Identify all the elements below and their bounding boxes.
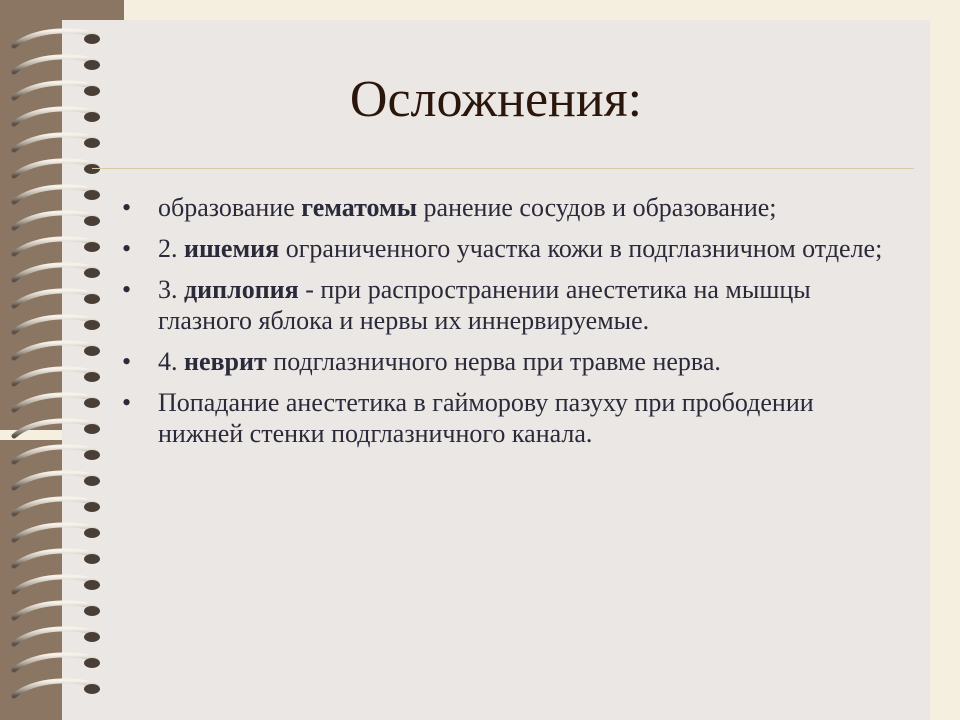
spiral-coil <box>14 213 96 228</box>
binding-hole <box>84 138 100 148</box>
binding-hole <box>84 450 100 460</box>
item-text: Попадание анестетика в гайморову пазуху при прободении нижней стенки подглазничного канала. <box>158 388 814 448</box>
item-text: ранение сосудов и образование; <box>417 193 777 222</box>
binding-hole <box>84 632 100 642</box>
spiral-coil <box>14 525 96 540</box>
binding-hole <box>84 242 100 252</box>
list-item <box>122 387 902 449</box>
binding-hole <box>84 294 100 304</box>
binding-hole <box>84 268 100 278</box>
binding-hole <box>84 320 100 330</box>
spiral-coil <box>14 239 96 254</box>
bullet-icon: • <box>122 193 132 222</box>
spiral-coil <box>14 473 96 488</box>
item-text: подглазничного нерва при травме нерва. <box>266 347 721 376</box>
spiral-coil <box>14 343 96 358</box>
spiral-coil <box>14 187 96 202</box>
binding-hole <box>84 606 100 616</box>
item-text: 3. <box>158 275 184 304</box>
spiral-coil <box>14 135 96 150</box>
spiral-coil <box>14 577 96 592</box>
binding-hole <box>84 346 100 356</box>
binding-hole <box>84 216 100 226</box>
binding-hole <box>84 398 100 408</box>
binding-hole <box>84 528 100 538</box>
binding-hole <box>84 580 100 590</box>
list-item <box>122 346 902 377</box>
bullet-icon: • <box>122 234 132 263</box>
item-text: ограниченного участка кожи в подглазничном отделе; <box>279 234 883 263</box>
spiral-coil <box>14 421 96 436</box>
list-item <box>122 192 902 223</box>
binding-hole <box>84 502 100 512</box>
bullet-icon: • <box>122 275 132 304</box>
item-text: 2. <box>158 234 184 263</box>
spiral-coil <box>14 603 96 618</box>
item-text: образование <box>158 193 302 222</box>
spiral-coil <box>14 161 96 176</box>
spiral-coil <box>14 499 96 514</box>
bullet-icon: • <box>122 347 132 376</box>
spiral-coil <box>14 291 96 306</box>
list-item <box>122 274 902 336</box>
item-keyword: ишемия <box>184 234 280 263</box>
bullet-icon: • <box>122 388 132 417</box>
title-divider <box>92 168 914 169</box>
binding-hole <box>84 190 100 200</box>
item-text: 4. <box>158 347 184 376</box>
item-keyword: диплопия <box>184 275 299 304</box>
spiral-coil <box>14 681 96 696</box>
item-keyword: неврит <box>184 347 267 376</box>
spiral-coil <box>14 447 96 462</box>
binding-hole <box>84 658 100 668</box>
binding-hole <box>84 684 100 694</box>
spiral-coil <box>14 317 96 332</box>
page-title: Осложнения: <box>349 71 643 128</box>
spiral-coil <box>14 551 96 566</box>
binding-hole <box>84 372 100 382</box>
bullet-list <box>122 192 902 459</box>
binding-hole <box>84 34 100 44</box>
spiral-coil <box>14 629 96 644</box>
spiral-coil <box>14 265 96 280</box>
binding-hole <box>84 424 100 434</box>
spiral-coil <box>14 655 96 670</box>
spiral-coil <box>14 369 96 384</box>
item-keyword: гематомы <box>301 193 418 222</box>
binding-hole <box>84 476 100 486</box>
binding-hole <box>84 164 100 174</box>
binding-hole <box>84 554 100 564</box>
spiral-coil <box>14 31 96 46</box>
list-item <box>122 233 902 264</box>
spiral-coil <box>14 395 96 410</box>
binding-hole <box>84 60 100 70</box>
item-text: - при распространении анестетика на мышцы глазного яблока и нервы их иннервируемые. <box>158 275 811 335</box>
